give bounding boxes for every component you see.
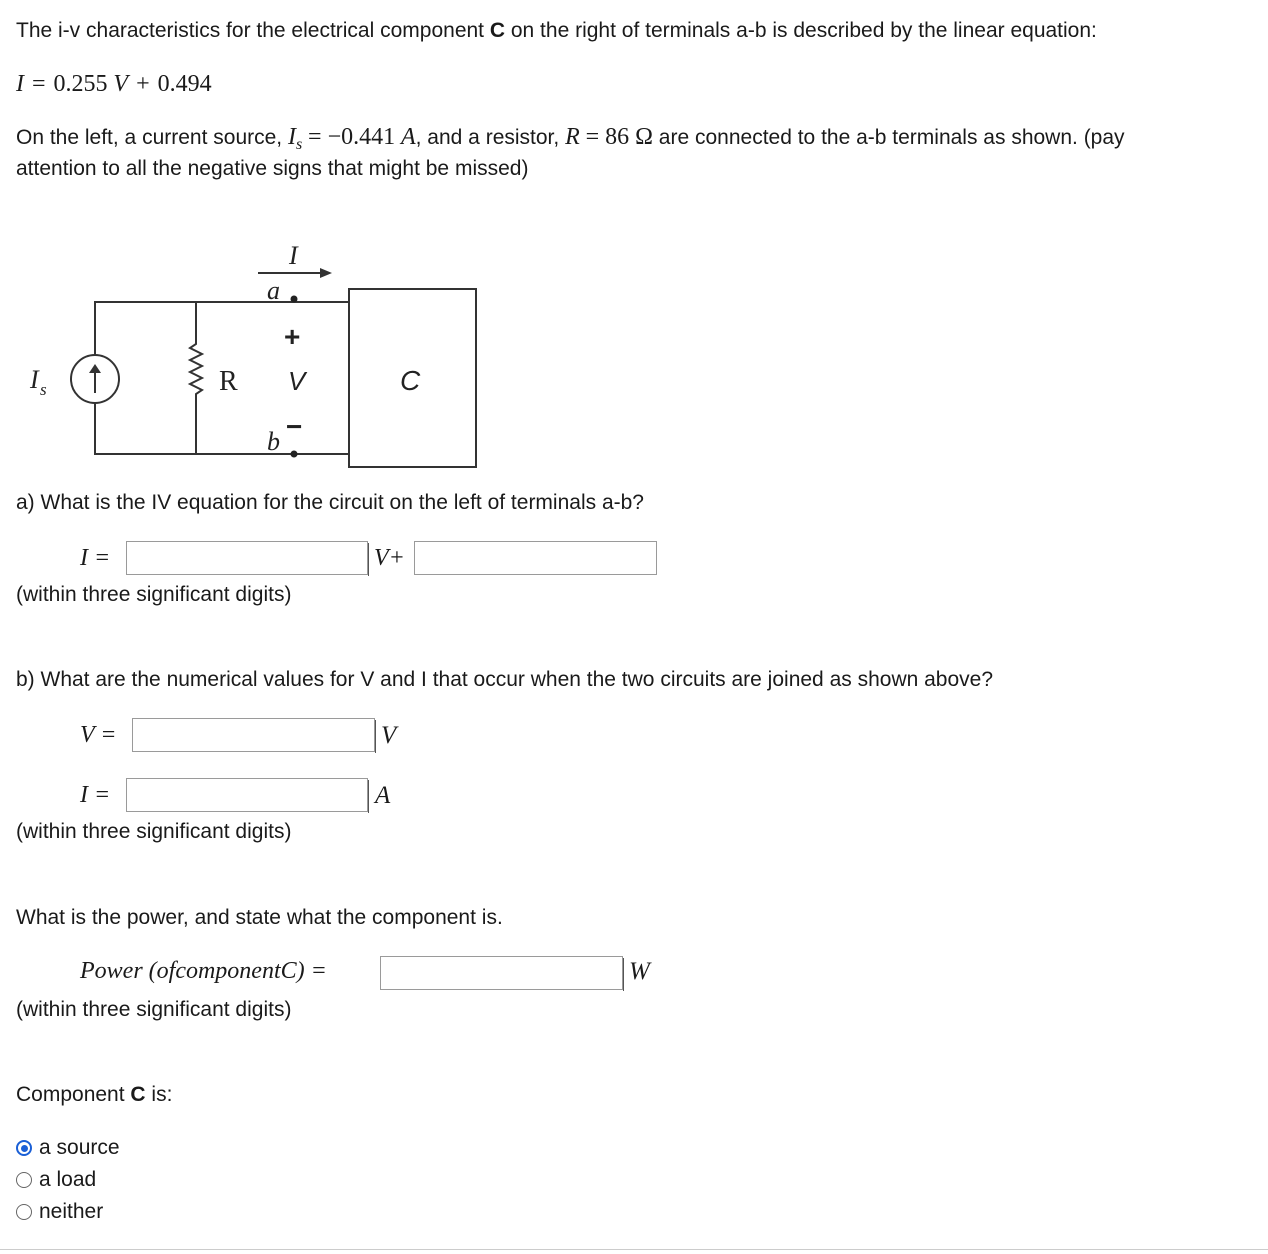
- left-circuit-description-cont: attention to all the negative signs that might be missed): [16, 157, 529, 180]
- option-source[interactable]: a source: [16, 1133, 120, 1163]
- option-neither[interactable]: neither: [16, 1197, 103, 1227]
- intro-line: [16, 15, 1097, 47]
- part-b-question: b) What are the numerical values for V and I that occur when the two circuits are joined as shown above?: [16, 668, 994, 691]
- power-unit: W: [629, 958, 650, 985]
- source-subscript: s: [40, 380, 47, 399]
- resistor-symbol: [190, 302, 202, 454]
- source-label: I: [30, 365, 39, 394]
- part-c-note: (within three significant digits): [16, 998, 292, 1021]
- left-circuit-description: On the left, a current source, $I_s = -0.441$ A, and a resistor, R = 86 Ω are connected to the a-b terminals as shown. (pay: [16, 124, 1125, 154]
- circuit-diagram: [0, 230, 520, 480]
- power-label: Power (ofcomponentC) =: [80, 958, 327, 984]
- plus-sign: +: [284, 321, 301, 352]
- part-b-note: (within three significant digits): [16, 820, 292, 843]
- radio-icon[interactable]: [16, 1172, 32, 1188]
- minus-sign: −: [286, 411, 303, 442]
- terminal-b-dot: [291, 451, 298, 458]
- resistor-label: R: [219, 366, 238, 397]
- part-b-v-unit: V: [381, 722, 397, 749]
- part-a-lhs: I =: [80, 545, 111, 571]
- radio-icon[interactable]: [16, 1204, 32, 1220]
- input-separator: [368, 543, 369, 576]
- intro-text: The i-v characteristics for the electrical component: [16, 19, 490, 42]
- terminal-b-label: b: [267, 427, 280, 456]
- part-c-question: What is the power, and state what the component is.: [16, 906, 503, 929]
- component-label: C: [400, 365, 421, 396]
- part-b-i-unit: A: [375, 782, 391, 809]
- input-separator: [375, 720, 376, 753]
- part-a-mid-label: V+: [374, 545, 405, 571]
- component-name: C: [489, 19, 506, 42]
- input-separator: [623, 958, 624, 991]
- part-b-i-label: I =: [80, 782, 111, 808]
- intro-text-end: on the right of terminals a-b is described by the linear equation:: [505, 19, 1097, 42]
- part-b-v-input[interactable]: [132, 718, 375, 752]
- terminal-a-label: a: [267, 276, 280, 305]
- part-b-v-label: V =: [80, 722, 117, 748]
- part-a-question: a) What is the IV equation for the circuit on the left of terminals a-b?: [16, 491, 644, 514]
- component-question: Component C is:: [16, 1083, 173, 1106]
- component-equation: I = 0.255 V + 0.494: [16, 71, 212, 97]
- part-b-i-input[interactable]: [126, 778, 368, 812]
- part-a-slope-input[interactable]: [126, 541, 368, 575]
- input-separator: [368, 780, 369, 813]
- part-a-note: (within three significant digits): [16, 583, 292, 606]
- voltage-label: V: [288, 366, 306, 396]
- part-a-intercept-input[interactable]: [414, 541, 657, 575]
- power-input[interactable]: [380, 956, 623, 990]
- terminal-a-dot: [291, 296, 298, 303]
- current-label: I: [289, 241, 298, 270]
- page-divider: [0, 1249, 1268, 1250]
- radio-selected-icon[interactable]: [16, 1140, 32, 1156]
- option-load[interactable]: a load: [16, 1165, 96, 1195]
- current-arrowhead-icon: [320, 268, 332, 278]
